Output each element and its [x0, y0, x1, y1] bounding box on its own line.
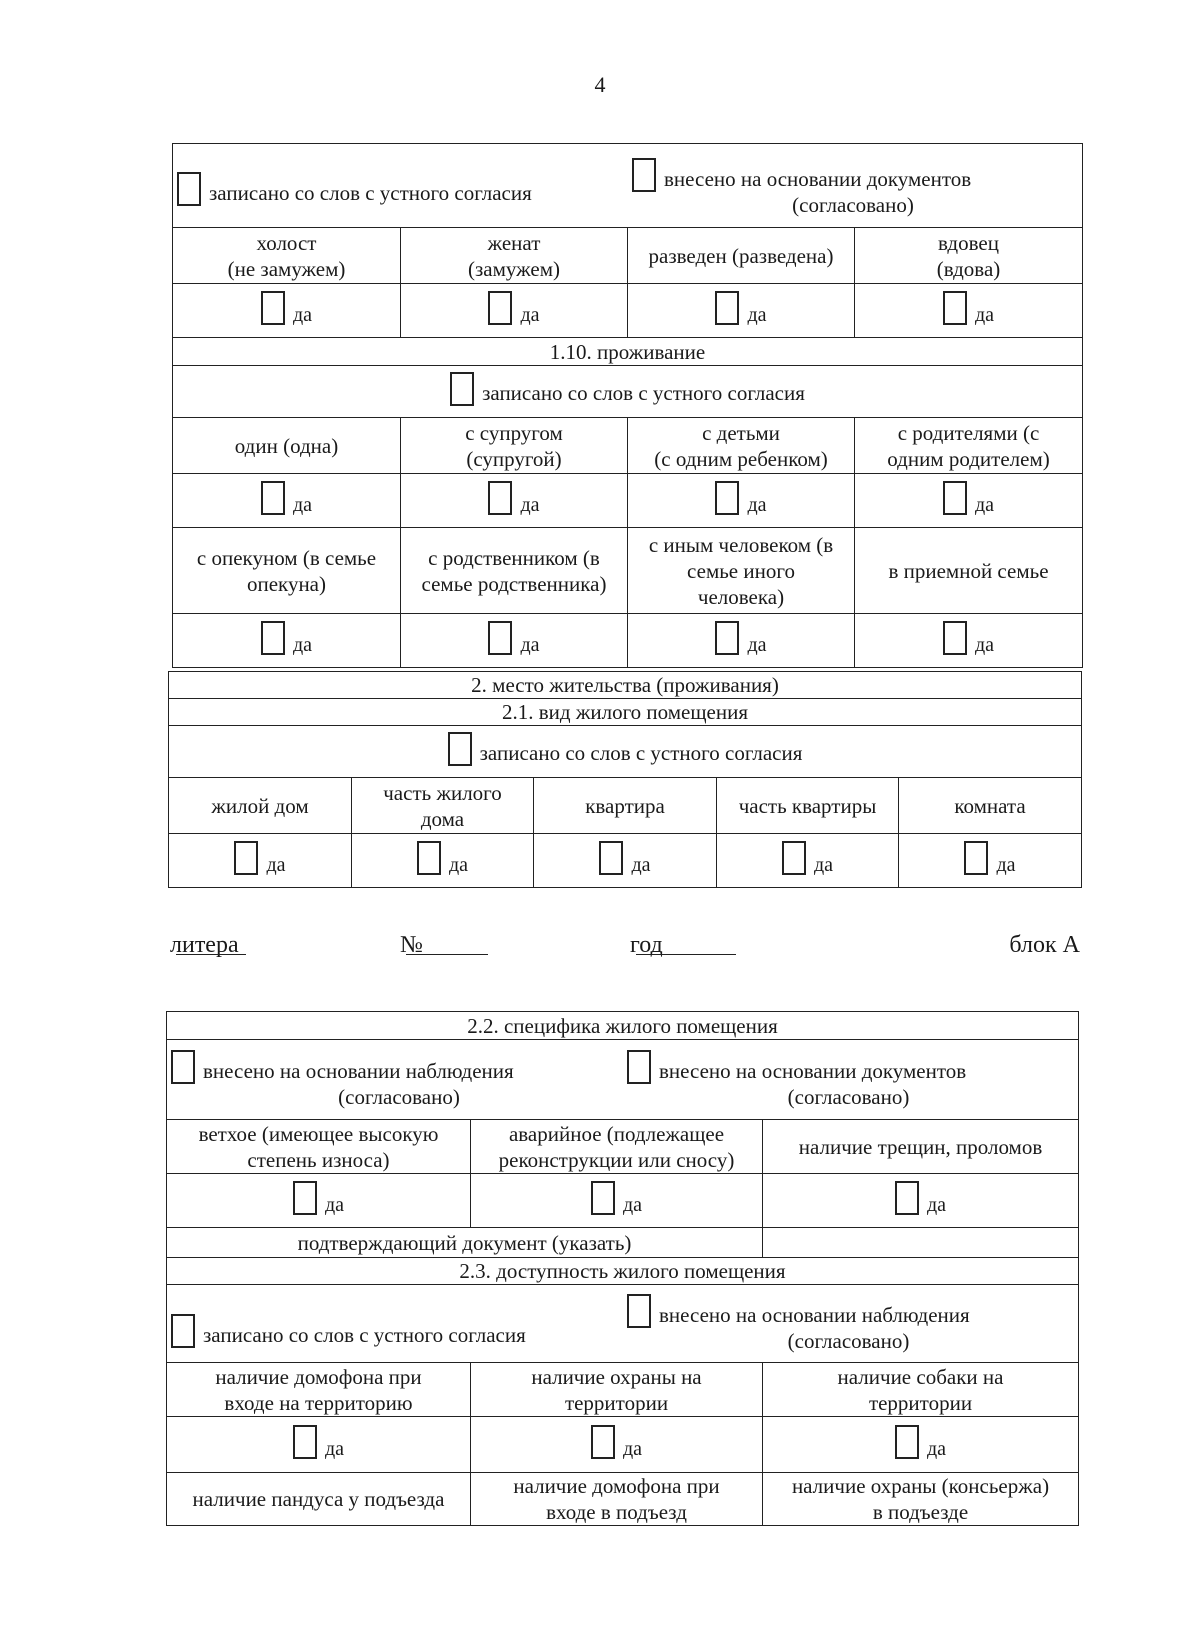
yes-label: да [622, 1437, 643, 1460]
emergency-header: аварийное (подлежащее реконструкции или сносу) [471, 1120, 763, 1174]
yes-label: да [996, 853, 1016, 876]
dwelling-oral-consent-checkbox[interactable] [448, 732, 472, 766]
year-label: год [630, 932, 663, 958]
dwelling-room-header: комната [899, 778, 1082, 834]
dwelling-apartment-part-cell [717, 834, 899, 888]
yes-label: да [631, 853, 651, 876]
oral-consent-label: записано со слов с устного согласия [209, 180, 532, 205]
specifics-documents-label: внесено на основании документов [659, 1058, 967, 1083]
accessibility-oral-consent-checkbox[interactable] [171, 1314, 195, 1348]
residence-guardian-header: с опекуном (в семье опекуна) [173, 528, 401, 614]
yes-label: да [974, 633, 995, 656]
marital-divorced-header: разведен (разведена) [628, 228, 855, 284]
intercom-entrance-header: наличие домофона при входе в подъезд [471, 1473, 763, 1526]
residence-relative-header: с родственником (в семье родственника) [401, 528, 628, 614]
litera-blank[interactable] [176, 932, 246, 955]
residence-children-header: с детьми (с одним ребенком) [628, 418, 855, 474]
yes-label: да [747, 633, 767, 656]
dwelling-house-checkbox[interactable] [234, 841, 258, 875]
security-territory-cell [471, 1417, 763, 1473]
residence-source-row [173, 366, 1083, 418]
supporting-document-field[interactable] [763, 1228, 1079, 1258]
residence-parents-cell [855, 474, 1083, 528]
number-label: № [400, 932, 423, 958]
accessibility-source-row [167, 1285, 1079, 1363]
yes-label: да [520, 493, 540, 516]
page-number: 4 [594, 72, 606, 97]
specifics-documents-agreed: (согласовано) [787, 1084, 910, 1109]
yes-label: да [974, 303, 995, 326]
specifics-observation-agreed: (согласовано) [338, 1084, 460, 1109]
cracks-checkbox[interactable] [895, 1181, 919, 1215]
dwelling-apartment-part-header: часть квартиры [717, 778, 899, 834]
accessibility-observation-label: внесено на основании наблюдения [659, 1302, 970, 1327]
yes-label: да [448, 853, 469, 876]
residence-alone-header: один (одна) [173, 418, 401, 474]
residence-foster-cell [855, 614, 1083, 668]
residence-oral-consent-checkbox[interactable] [450, 372, 474, 406]
residence-children-checkbox[interactable] [715, 481, 739, 515]
marital-married-checkbox[interactable] [488, 291, 512, 325]
yes-label: да [292, 633, 313, 656]
yes-label: да [292, 493, 313, 516]
dog-territory-checkbox[interactable] [895, 1425, 919, 1459]
residence-oral-consent-label: записано со слов с устного согласия [482, 380, 805, 405]
dwelling-house-cell [169, 834, 352, 888]
yes-label: да [266, 853, 286, 876]
yes-label: да [926, 1437, 947, 1460]
residence-relative-checkbox[interactable] [488, 621, 512, 655]
intercom-territory-header: наличие домофона при входе на территорию [167, 1363, 471, 1417]
dog-territory-cell [763, 1417, 1079, 1473]
marital-single-cell [173, 284, 401, 338]
dwelling-house-header: жилой дом [169, 778, 352, 834]
section2-title: 2. место жительства (проживания) [169, 672, 1082, 699]
block-label: блок А [1009, 932, 1080, 958]
dwelling-room-cell [899, 834, 1082, 888]
accessibility-observation-agreed: (согласовано) [787, 1328, 910, 1353]
yes-label: да [622, 1193, 643, 1216]
block-identifier-line [170, 932, 1080, 968]
dwelling-house-part-checkbox[interactable] [417, 841, 441, 875]
marital-widowed-header: вдовец (вдова) [855, 228, 1083, 284]
yes-label: да [974, 493, 995, 516]
marital-widowed-cell [855, 284, 1083, 338]
number-blank[interactable] [406, 932, 488, 955]
intercom-territory-cell [167, 1417, 471, 1473]
residence-spouse-header: с супругом (супругой) [401, 418, 628, 474]
supporting-document-label: подтверждающий документ (указать) [167, 1228, 763, 1258]
marital-widowed-checkbox[interactable] [943, 291, 967, 325]
residence-alone-cell [173, 474, 401, 528]
residence-relative-cell [401, 614, 628, 668]
residence-other-person-checkbox[interactable] [715, 621, 739, 655]
yes-label: да [520, 303, 540, 326]
accessibility-oral-consent-label: записано со слов с устного согласия [203, 1322, 526, 1347]
marital-married-header: женат (замужем) [401, 228, 628, 284]
dog-territory-header: наличие собаки на территории [763, 1363, 1079, 1417]
dwelling-room-checkbox[interactable] [964, 841, 988, 875]
yes-label: да [520, 633, 540, 656]
residence-children-cell [628, 474, 855, 528]
specifics-observation-label: внесено на основании наблюдения [203, 1058, 514, 1083]
documents-agreed-label: (согласовано) [792, 192, 914, 217]
marital-single-checkbox[interactable] [261, 291, 285, 325]
year-blank[interactable] [636, 932, 736, 955]
documents-label: внесено на основании документов [664, 166, 972, 191]
yes-label: да [747, 493, 767, 516]
specifics-observation-checkbox[interactable] [171, 1050, 195, 1084]
dwelling-oral-consent-label: записано со слов с устного согласия [479, 740, 803, 765]
dwelling-apartment-checkbox[interactable] [599, 841, 623, 875]
ramp-entrance-header: наличие пандуса у подъезда [167, 1473, 471, 1526]
dwelling-apartment-header: квартира [534, 778, 717, 834]
residence-foster-header: в приемной семье [855, 528, 1083, 614]
concierge-entrance-header: наличие охраны (консьержа) в подъезде [763, 1473, 1079, 1526]
section21-title: 2.1. вид жилого помещения [169, 699, 1082, 726]
oral-consent-checkbox[interactable] [177, 172, 201, 206]
cracks-header: наличие трещин, проломов [763, 1120, 1079, 1174]
marital-divorced-cell [628, 284, 855, 338]
dilapidated-header: ветхое (имеющее высокую степень износа) [167, 1120, 471, 1174]
yes-label: да [292, 303, 313, 326]
accessibility-observation-checkbox[interactable] [627, 1294, 651, 1328]
dwelling-specifics-table [166, 1011, 1079, 1526]
dwelling-source-row [169, 726, 1082, 778]
marital-residence-table [172, 143, 1083, 668]
marital-source-row [173, 144, 1083, 228]
dilapidated-cell [167, 1174, 471, 1228]
residence-guardian-checkbox[interactable] [261, 621, 285, 655]
yes-label: да [813, 853, 834, 876]
emergency-checkbox[interactable] [591, 1181, 615, 1215]
specifics-documents-checkbox[interactable] [627, 1050, 651, 1084]
yes-label: да [324, 1437, 345, 1460]
dwelling-type-table [168, 671, 1082, 888]
cracks-cell [763, 1174, 1079, 1228]
marital-single-header: холост (не замужем) [173, 228, 401, 284]
dwelling-apartment-part-checkbox[interactable] [782, 841, 806, 875]
emergency-cell [471, 1174, 763, 1228]
yes-label: да [926, 1193, 947, 1216]
residence-spouse-checkbox[interactable] [488, 481, 512, 515]
marital-divorced-checkbox[interactable] [715, 291, 739, 325]
litera-label: литера [170, 932, 239, 958]
intercom-territory-checkbox[interactable] [293, 1425, 317, 1459]
security-territory-header: наличие охраны на территории [471, 1363, 763, 1417]
marital-married-cell [401, 284, 628, 338]
residence-spouse-cell [401, 474, 628, 528]
residence-parents-checkbox[interactable] [943, 481, 967, 515]
residence-foster-checkbox[interactable] [943, 621, 967, 655]
residence-other-person-cell [628, 614, 855, 668]
dwelling-house-part-header: часть жилого дома [352, 778, 534, 834]
residence-alone-checkbox[interactable] [261, 481, 285, 515]
section22-title: 2.2. специфика жилого помещения [167, 1012, 1079, 1040]
residence-parents-header: с родителями (с одним родителем) [855, 418, 1083, 474]
yes-label: да [747, 303, 767, 326]
yes-label: да [324, 1193, 345, 1216]
residence-title: 1.10. проживание [173, 338, 1083, 366]
section23-title: 2.3. доступность жилого помещения [167, 1258, 1079, 1285]
residence-other-person-header: с иным человеком (в семье иного человека) [628, 528, 855, 614]
documents-checkbox[interactable] [632, 158, 656, 192]
dwelling-apartment-cell [534, 834, 717, 888]
specifics-source-row [167, 1040, 1079, 1120]
residence-guardian-cell [173, 614, 401, 668]
dilapidated-checkbox[interactable] [293, 1181, 317, 1215]
dwelling-house-part-cell [352, 834, 534, 888]
security-territory-checkbox[interactable] [591, 1425, 615, 1459]
